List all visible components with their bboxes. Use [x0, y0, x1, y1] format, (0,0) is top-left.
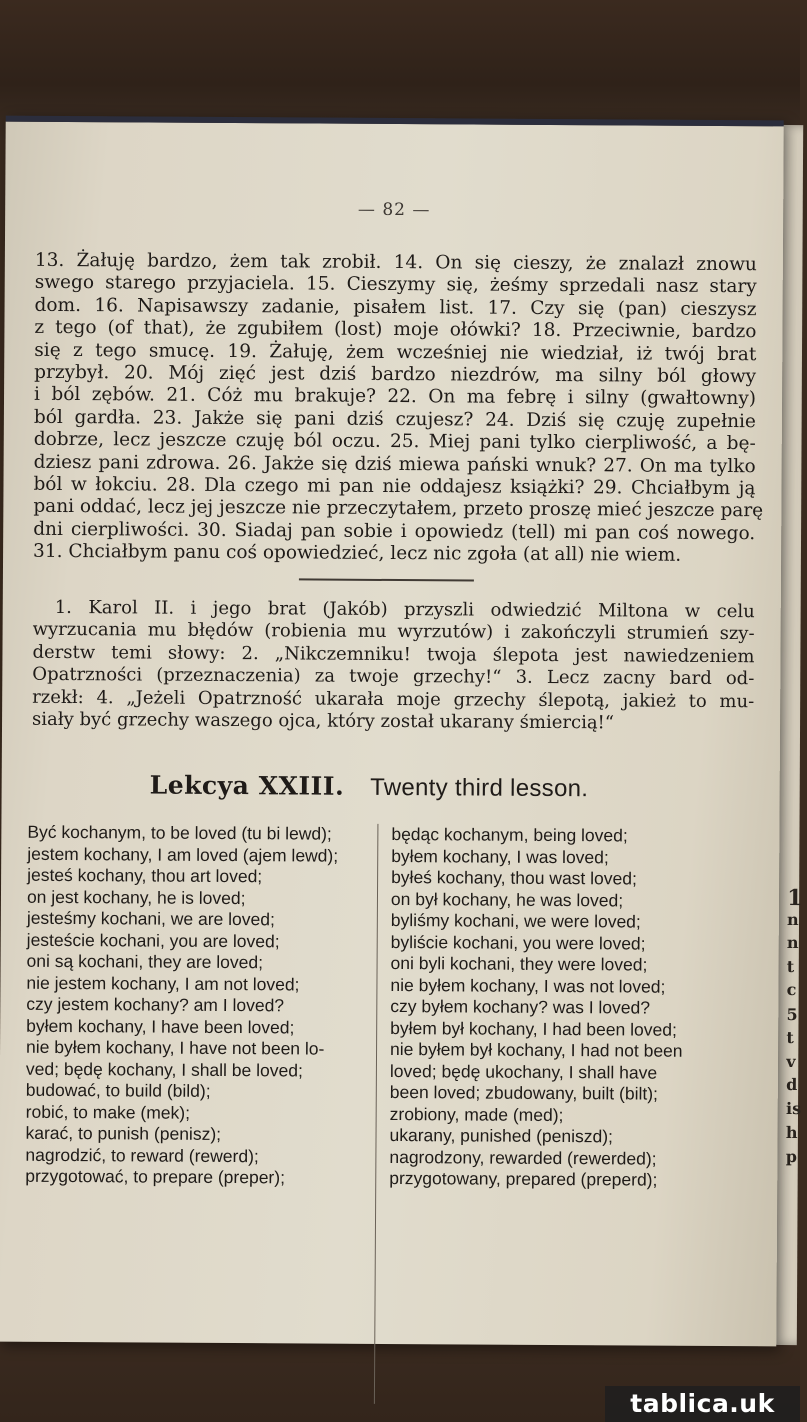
- next-page-fragment: h: [785, 1123, 798, 1143]
- next-page-fragment: t: [786, 1028, 794, 1048]
- vocab-entry: oni są kochani, they are loved;: [26, 950, 264, 973]
- page-number: — 82 —: [357, 199, 431, 221]
- vocab-entry: nagrodzić, to reward (rewerd);: [25, 1144, 259, 1166]
- vocab-entry: przygotowany, prepared (preperd);: [389, 1167, 658, 1190]
- exercise-line: dom. 16. Napisawszy zadanie, pisałem list. 17. Czy się (pan) cieszysz: [34, 294, 757, 321]
- next-page-fragment: 5: [786, 1005, 798, 1025]
- vocab-entry: jesteście kochani, you are loved;: [26, 929, 280, 951]
- next-page-fragment: 1: [787, 885, 803, 912]
- exercise-line: dni cierpliwości. 30. Siadaj pan sobie i opowiedz (tell) mi pan coś nowego.: [33, 518, 756, 545]
- vocabulary-column-right: [389, 824, 751, 1192]
- exercise-line: ból gardła. 23. Jakże się pani dziś czujesz? 24. Dziś się czuję zupełnie: [33, 406, 756, 433]
- vocab-entry: nie byłem kochany, I have not been lo-: [26, 1036, 325, 1059]
- exercise-line: się z tego smucę. 19. Żałuję, żem wcześniej nie wiedział, iż twój brat: [34, 339, 757, 365]
- exercise-line: przybył. 20. Mój zięć jest dziś bardzo niezdrów, ma silny ból głowy: [34, 361, 757, 388]
- next-page-fragment: p: [785, 1147, 798, 1167]
- vocab-entry: byłem kochany, I have been loved;: [26, 1015, 295, 1037]
- vocab-entry: nie byłem był kochany, I had not been: [389, 1039, 683, 1061]
- vocab-entry: byliście kochani, you were loved;: [390, 931, 646, 954]
- site-watermark: tablica.uk: [605, 1386, 800, 1422]
- exercise-line: 31. Chciałbym panu coś opowiedzieć, lecz nic zgoła (at all) nie wiem.: [33, 541, 682, 567]
- vocab-entry: czy jestem kochany? am I loved?: [26, 993, 285, 1016]
- exercise-line: pani oddać, lecz jej jeszcze nie przeczytałem, przeto proszę mieć jeszcze parę: [33, 496, 764, 522]
- section-divider: [299, 578, 474, 581]
- column-divider: [374, 824, 379, 1404]
- next-page-fragment: v: [786, 1052, 796, 1072]
- vocab-entry: będąc kochanym, being loved;: [391, 824, 628, 846]
- vocab-entry: nie jestem kochany, I am not loved;: [26, 972, 300, 994]
- milton-anecdote: [32, 597, 755, 736]
- vocab-entry: nie byłem kochany, I was not loved;: [390, 974, 666, 997]
- next-page-fragment: d: [786, 1075, 798, 1095]
- vocab-entry: Być kochanym, to be loved (tu bi lewd);: [27, 821, 332, 844]
- next-page-fragment: is: [785, 1099, 802, 1119]
- exercise-line: 13. Żałuję bardzo, żem tak zrobił. 14. On się cieszy, że znalazł znowu: [34, 249, 757, 276]
- vocab-entry: byliśmy kochani, we were loved;: [390, 910, 641, 932]
- vocab-entry: byłeś kochany, thou wast loved;: [391, 867, 637, 889]
- exercise-line: z tego (of that), że zgubiłem (lost) moje ołówki? 18. Przeciwnie, bardzo: [34, 317, 757, 343]
- anecdote-line: derstw temi słowy: 2. „Nikczemniku! twoja ślepota jest nawiedzeniem: [32, 641, 755, 668]
- exercise-line: swego starego przyjaciela. 15. Cieszymy się, żeśmy sprzedali nasz stary: [34, 272, 757, 298]
- book-page: [0, 116, 784, 1347]
- vocab-entry: been loved; zbudowany, built (bilt);: [389, 1081, 659, 1104]
- vocab-entry: jesteś kochany, thou art loved;: [27, 864, 263, 887]
- vocab-entry: zrobiony, made (med);: [389, 1103, 564, 1125]
- vocabulary-column-left: [25, 822, 372, 1190]
- vocab-entry: oni byli kochani, they were loved;: [390, 953, 648, 975]
- exercise-line: dobrze, lecz jeszcze czuję ból oczu. 25. Miej pani tylko cierpliwość, a bę-: [33, 429, 756, 455]
- exercise-line: ból w łokciu. 28. Dla czego mi pan nie oddajesz książki? 29. Chciałbym ją: [33, 473, 756, 500]
- anecdote-line: 1. Karol II. i jego brat (Jakób) przyszli odwiedzić Miltona w celu: [54, 596, 755, 623]
- anecdote-line: Opatrzności (przeznaczenia) za twoje grzechy!“ 3. Lecz zacny bard od-: [32, 664, 755, 690]
- vocab-entry: czy byłem kochany? was I loved?: [390, 996, 651, 1018]
- translation-exercises: [33, 249, 764, 568]
- anecdote-line: wyrzucania mu błędów (robienia mu wyrzutów) i zakończyli strumień szy-: [32, 619, 755, 645]
- vocab-entry: byłem kochany, I was loved;: [391, 845, 609, 867]
- vocab-entry: on jest kochany, he is loved;: [26, 886, 246, 908]
- vocab-entry: budować, to build (bild);: [25, 1079, 211, 1101]
- vocab-entry: ved; będę kochany, I shall be loved;: [25, 1058, 303, 1080]
- vocab-entry: byłem był kochany, I had been loved;: [390, 1017, 677, 1040]
- vocab-entry: ukarany, punished (peniszd);: [389, 1124, 614, 1147]
- lesson-heading: [150, 771, 750, 805]
- vocab-entry: on był kochany, he was loved;: [390, 888, 624, 910]
- vocab-entry: jestem kochany, I am loved (ajem lewd);: [27, 843, 339, 866]
- anecdote-line: rzekł: 4. „Jeżeli Opatrzność ukarała moje grzechy ślepotą, jakież to mu-: [32, 686, 755, 712]
- vocab-entry: jesteśmy kochani, we are loved;: [26, 907, 275, 930]
- lesson-title-polish: Lekcya XXIII.: [149, 770, 345, 801]
- vocab-entry: przygotować, to prepare (preper);: [25, 1165, 286, 1188]
- next-page-fragment: n: [786, 910, 799, 930]
- exercise-line: i ból zębów. 21. Cóż mu brakuje? 22. On ma febrę i silny (gwałtowny): [33, 384, 757, 410]
- vocab-entry: nagrodzony, rewarded (rewerded);: [389, 1146, 657, 1169]
- next-page-fragment: t: [786, 957, 795, 977]
- anecdote-line: siały być grzechy waszego ojca, który został ukarany śmiercią!“: [32, 708, 615, 734]
- vocab-entry: robić, to make (mek);: [25, 1101, 191, 1123]
- lesson-title-english: Twenty third lesson.: [370, 773, 589, 803]
- next-page-fragment: c: [786, 980, 797, 1000]
- vocab-entry: karać, to punish (penisz);: [25, 1122, 222, 1144]
- vocab-entry: loved; będę ukochany, I shall have: [389, 1060, 658, 1083]
- exercise-line: dziesz pani zdrowa. 26. Jakże się dziś miewa pański wnuk? 27. On ma tylko: [33, 451, 756, 477]
- next-page-fragment: n: [786, 933, 799, 953]
